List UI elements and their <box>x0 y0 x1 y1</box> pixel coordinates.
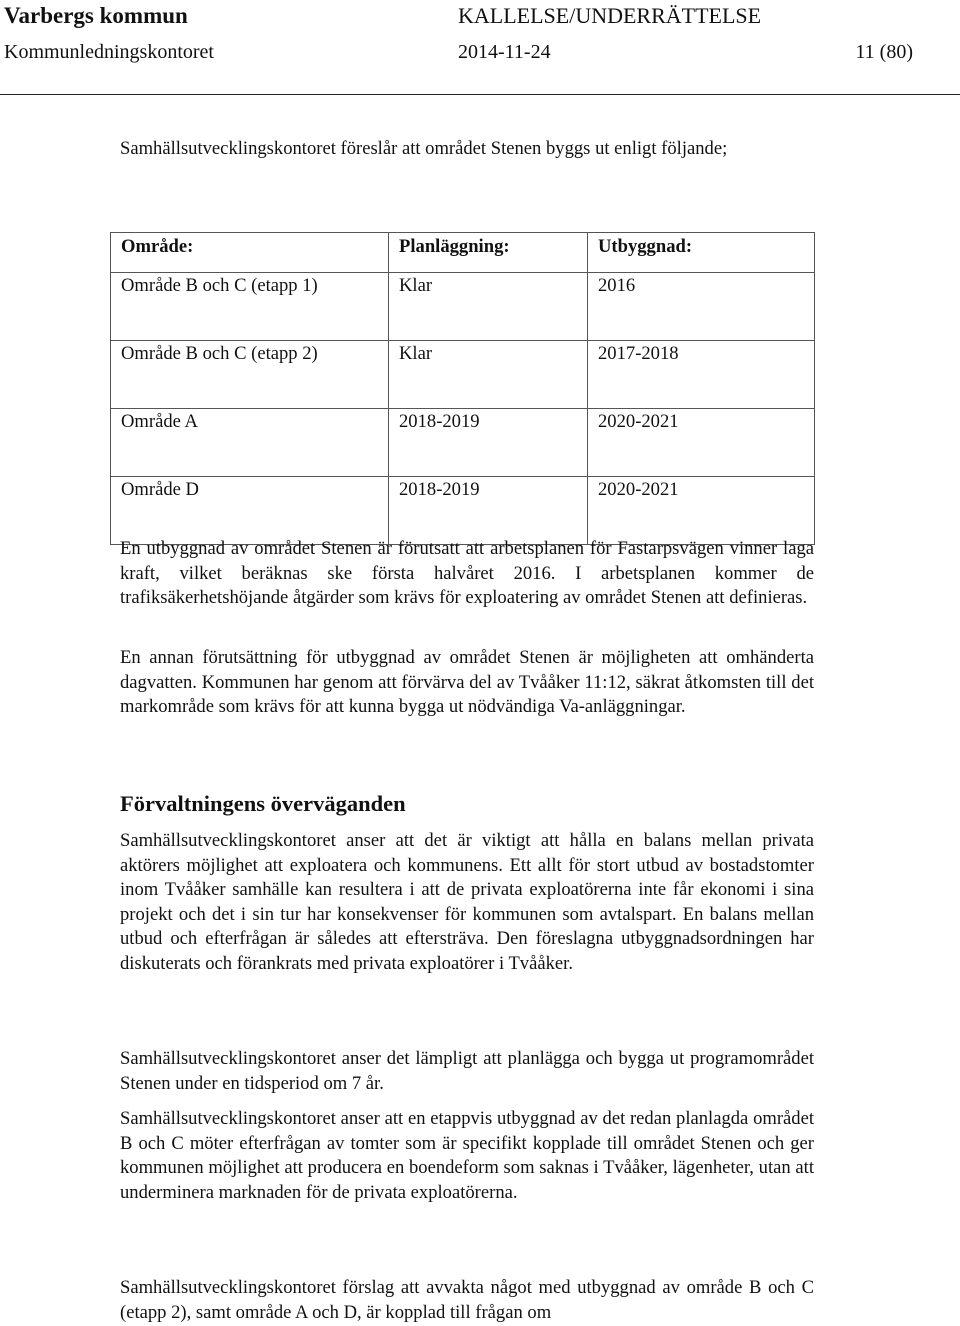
table-cell: 2020-2021 <box>588 409 815 477</box>
organization-name: Varbergs kommun <box>4 3 188 28</box>
column-header-planning: Planläggning: <box>389 233 588 273</box>
table-cell: 2018-2019 <box>389 409 588 477</box>
table-header-row <box>111 233 815 273</box>
table-row <box>111 273 815 341</box>
paragraph-avvakta: Samhällsutvecklingskontoret förslag att avvakta något med utbyggnad av område B och C (etapp 2), samt område A och D, är kopplad till frågan om <box>120 1277 814 1323</box>
table-cell: 2020-2021 <box>588 477 815 545</box>
table-cell: 2017-2018 <box>588 341 815 409</box>
paragraph-balans: Samhällsutvecklingskontoret anser att det är viktigt att hålla en balans mellan privata aktörers möjlighet att exploatera och kommunens. Ett allt för stort utbud av bostadstomter inom Tvååker samhälle kan resultera i att de privata exploatörerna inte får ekonomi i sina projekt och det i sin tur har konsekvenser för kommunen som avtalspart. En balans mellan utbud och efterfrågan är således att eftersträva. Den föreslagna utbyggnadsordningen har diskuterats och förankrats med privata exploatörer i Tvååker. <box>120 830 814 974</box>
department-name: Kommunledningskontoret <box>4 41 214 63</box>
table-cell: Område B och C (etapp 1) <box>111 273 389 341</box>
table-cell: Klar <box>389 341 588 409</box>
table-cell: Område D <box>111 477 389 545</box>
document-date: 2014-11-24 <box>458 41 551 63</box>
paragraph-etappvis: Samhällsutvecklingskontoret anser att en etappvis utbyggnad av det redan planlagda området B och C möter efterfrågan av tomter som är specifikt kopplade till området Stenen och ger kommunen möjlighet att producera en boendeform som saknas i Tvååker, lägenheter, utan att underminera marknaden för de privata exploatörerna. <box>120 1108 814 1203</box>
development-schedule-table <box>110 232 815 545</box>
page-number: 11 (80) <box>855 41 913 63</box>
paragraph-dagvatten: En annan förutsättning för utbyggnad av området Stenen är möjligheten att omhänderta dagvatten. Kommunen har genom att förvärva del av Tvååker 11:12, säkrat åtkomsten till det markområde som krävs för att kunna bygga ut nödvändiga Va-anläggningar. <box>120 647 814 717</box>
header-divider <box>0 94 960 95</box>
table-row <box>111 341 815 409</box>
table-cell: Område B och C (etapp 2) <box>111 341 389 409</box>
table-cell: 2016 <box>588 273 815 341</box>
table-row <box>111 477 815 545</box>
section-heading: Förvaltningens överväganden <box>120 791 406 816</box>
paragraph-arbetsplan: En utbyggnad av området Stenen är förutsatt att arbetsplanen för Fastarpsvägen vinner laga kraft, vilket beräknas ske första halvåret 2016. I arbetsplanen kommer de trafiksäkerhetshöjande åtgärder som krävs för exploatering av området Stenen att definieras. <box>120 538 814 608</box>
table-row <box>111 409 815 477</box>
document-type: KALLELSE/UNDERRÄTTELSE <box>458 3 762 28</box>
paragraph-tidsperiod: Samhällsutvecklingskontoret anser det lämpligt att planlägga och bygga ut programområdet Stenen under en tidsperiod om 7 år. <box>120 1048 814 1094</box>
table-cell: 2018-2019 <box>389 477 588 545</box>
table-cell: Klar <box>389 273 588 341</box>
column-header-area: Område: <box>111 233 389 273</box>
intro-paragraph: Samhällsutvecklingskontoret föreslår att området Stenen byggs ut enligt följande; <box>120 138 728 159</box>
column-header-development: Utbyggnad: <box>588 233 815 273</box>
table-cell: Område A <box>111 409 389 477</box>
